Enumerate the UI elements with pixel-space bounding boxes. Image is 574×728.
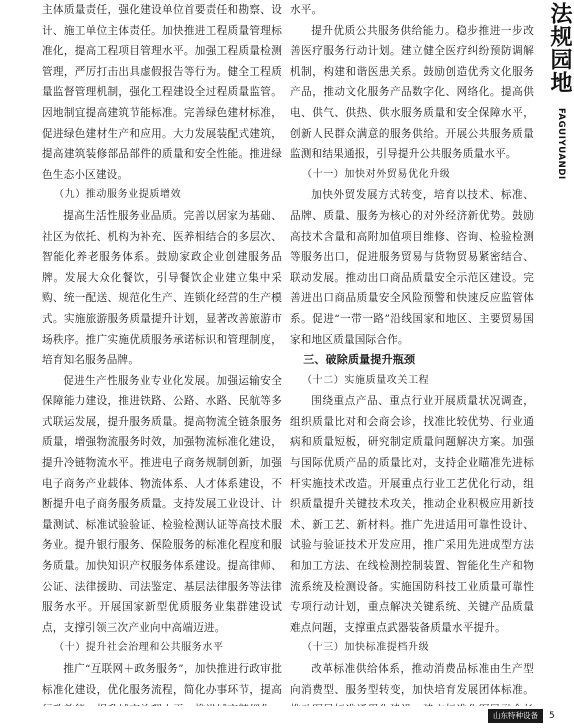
subsection-heading: （十三）加快标准提档升级 [302, 642, 430, 654]
paragraph: 加快外贸发展方式转变，培育以技术、标准、品牌、质量、服务为核心的对外经济新优势。鼓励高技术含量和高附加值项目维修、咨询、检验检测等服务出口，促进服务贸易与货物贸易紧密结合、联动发展。推动出口商品质量安全示范区建设。完善进出口商品质量安全风险预警和快速反应监管体系。促进“一带一路”沿线国家和地区、主要贸易国家和地区质量国际合作。 [290, 189, 534, 346]
magazine-name: 山东特种设备 [488, 709, 543, 723]
paragraph: 提高生活性服务业品质。完善以居家为基础、社区为依托、机构为补充、医养相结合的多层次、智能化养老服务体系。鼓励家政企业创建服务品牌。发展大众化餐饮，引导餐饮企业建立集中采购、统一配送、规范化生产、连锁化经营的生产模式。实施旅游服务质量提升计划，显著改善旅游市场秩序。推广实施优质服务承诺标识和管理制度，培育知名服务品牌。 [42, 209, 282, 367]
paragraph: 围绕重点产品、重点行业开展质量状况调查，组织质量比对和会商会诊，找准比较优势、行业通病和质量短板，研究制定质量问题解决方案。加强与国际优质产品的质量比对，支持企业瞄准先进标杆实施技术改造。开展重点行业工艺优化行动，组织质量提升关键技术攻关，推动企业积极应用新技术、新工艺、新材料。推广先进适用可靠性设计、试验与验证技术开发应用，推广采用先进成型方法和加工方法、在线检测控制装置、智能化生产和物流系统及检测设备。实施国防科技工业质量可靠性专项行动计划，重点解决关键系统、关键产品质量难点问题，支撑重点武器装备质量水平提升。 [290, 395, 534, 634]
page-number: 5 [549, 711, 555, 721]
section-subtitle: FAGUIYUANDI [556, 108, 566, 180]
paragraph-continued: 主体质量责任，强化建设单位首要责任和勘察、设计、施工单位主体责任。加快推进工程质量管理标准化，提高工程项目管理水平。加强工程质量检测管理，严厉打击出具虚假报告等行为。健全工程质量监督管理机制，强化工程建设全过程质量监管。因地制宜提高建筑节能标准。完善绿色建材标准，促进绿色建材生产和应用。大力发展装配式建筑，提高建筑装修部品部件的质量和安全性能。推进绿色生态小区建设。 [42, 4, 282, 181]
paragraph: 推广“互联网＋政务服务”，加快推进行政审批标准化建设，优化服务流程，简化办事环节，提高 [42, 663, 282, 696]
section-side-tab [540, 0, 574, 210]
section-title: 法规园地 [547, 2, 572, 94]
page-footer [488, 709, 555, 723]
paragraph-continued: 水平。 [290, 4, 323, 16]
paragraph: 改革标准供给体系，推动消费品标准由生产型向消费型、服务型转变，加快培育发展团体标准。 [290, 663, 534, 696]
paragraph: 提升优质公共服务供给能力。稳步推进一步改善医疗服务行动计划。建立健全医疗纠纷预防调解机制，构建和谐医患关系。鼓励创造优秀文化服务产品，推动文化服务产品数字化、网络化。提高供电、供气、供热、供水服务质量和安全保障水平，创新人民群众满意的服务供给。开展公共服务质量监测和结果通报，引导提升公共服务质量水平。 [290, 24, 534, 161]
subsection-heading: （九）推动服务业提质增效 [54, 189, 182, 201]
paragraph: 促进生产性服务业专业化发展。加强运输安全保障能力建设，推进铁路、公路、水路、民航等多式联运发展，提升服务质量。提高物流全链条服务质量，增强物流服务时效，加强物流标准化建设，提升冷链物流水平。推进电子商务规制创新，加强电子商务产业载体、物流体系、人才体系建设，不断提升电子商务服务质量。支持发展工业设计、计量测试、标准试验验证、检验检测认证等高技术服务业。提升银行服务、保险服务的标准化程度和服务质量。加快知识产权服务体系建设。提高律师、公证、法律援助、司法鉴定、基层法律服务等法律服务水平。开展国家新型优质服务业集群建设试点，支撑引领三次产业向中高端迈进。 [42, 374, 282, 634]
section-heading: 三、破除质量提升瓶颈 [303, 353, 416, 367]
subsection-heading: （十一）加快对外贸易优化升级 [302, 168, 451, 180]
left-text-column [42, 0, 282, 706]
right-text-column [290, 0, 534, 706]
subsection-heading: （十）提升社会治理和公共服务水平 [54, 642, 224, 654]
subsection-heading: （十二）实施质量攻关工程 [302, 374, 430, 386]
